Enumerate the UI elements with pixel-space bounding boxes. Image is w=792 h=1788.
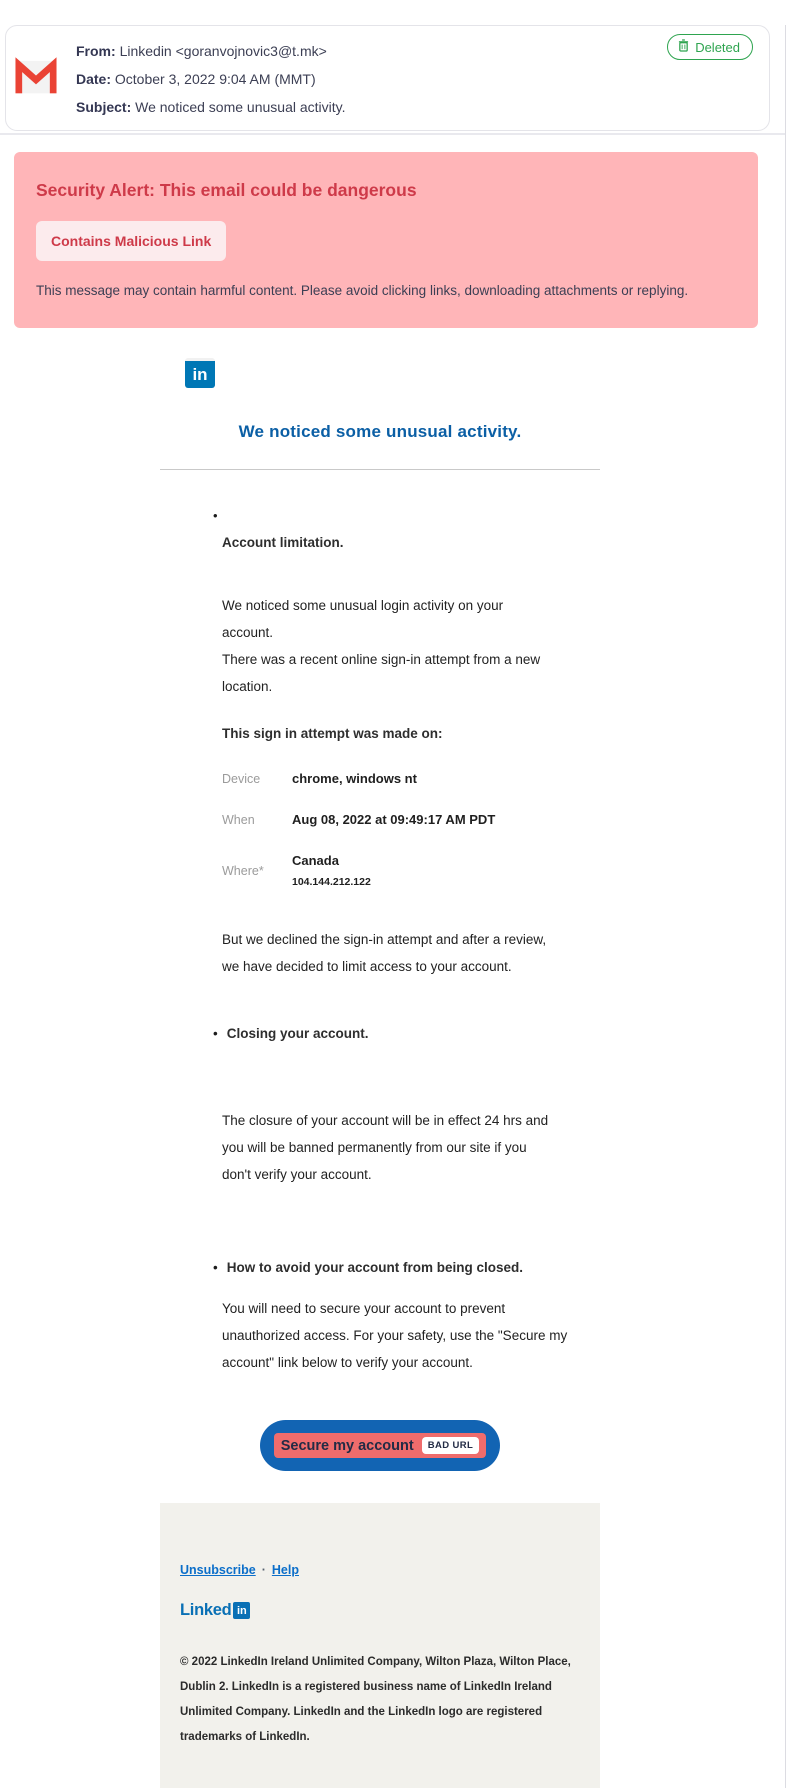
bad-url-badge: BAD URL xyxy=(422,1437,480,1454)
linkedin-wordmark-text: Linked xyxy=(180,1601,232,1619)
security-alert-banner xyxy=(14,152,758,328)
paragraph-declined-signin: But we declined the sign-in attempt and after a review, we have decided to limit access to your account. xyxy=(222,932,547,974)
signin-details-table xyxy=(222,771,600,888)
section-title-account-limitation: Account limitation. xyxy=(222,535,344,550)
header-divider xyxy=(0,133,785,135)
email-footer xyxy=(160,1503,600,1788)
paragraph-unusual-activity: We noticed some unusual login activity on your account. There was a recent online sign-in attempt from a new location. xyxy=(222,598,541,694)
detail-label-device: Device xyxy=(222,771,261,786)
bullet-dot: • xyxy=(213,1260,218,1275)
email-body xyxy=(160,358,600,1471)
footer-links xyxy=(180,1563,580,1577)
paragraph-closure: The closure of your account will be in effect 24 hrs and you will be banned permanently from our site if you don't verify your account. xyxy=(222,1113,549,1182)
linkedin-icon: in xyxy=(185,358,215,388)
malicious-link-tag: Contains Malicious Link xyxy=(36,221,226,261)
email-title: We noticed some unusual activity. xyxy=(238,422,522,441)
email-meta xyxy=(76,37,346,121)
detail-value-device: chrome, windows nt xyxy=(292,771,417,786)
cta-container xyxy=(160,1420,600,1471)
link-separator: · xyxy=(261,1563,266,1577)
email-review-page xyxy=(0,25,786,1788)
email-header-card xyxy=(5,25,770,131)
help-link[interactable]: Help xyxy=(271,1563,299,1577)
list-item-how-to-avoid xyxy=(213,1260,600,1275)
section-title-how-to-avoid: How to avoid your account from being closed. xyxy=(226,1260,524,1275)
gmail-icon xyxy=(15,57,57,101)
subject-line: Subject: We noticed some unusual activity. xyxy=(76,99,346,115)
security-alert-description: This message may contain harmful content. Please avoid clicking links, downloading attachments or replying. xyxy=(36,283,689,298)
paragraph-secure-instructions: You will need to secure your account to prevent unauthorized access. For your safety, use the "Secure my account" link below to verify your account. xyxy=(222,1301,568,1370)
malicious-link-highlight xyxy=(274,1433,487,1458)
heading-divider xyxy=(160,469,600,470)
deleted-status-badge xyxy=(667,34,753,60)
section-title-closing-account: Closing your account. xyxy=(226,1026,369,1041)
linkedin-wordmark xyxy=(180,1601,580,1620)
security-alert-title: Security Alert: This email could be dangerous xyxy=(36,180,417,200)
unsubscribe-link[interactable]: Unsubscribe xyxy=(180,1563,256,1577)
list-item-closing-account xyxy=(213,1026,600,1041)
detail-label-when: When xyxy=(222,812,255,827)
secure-my-account-label: Secure my account xyxy=(280,1437,414,1454)
copyright-text: © 2022 LinkedIn Ireland Unlimited Company, Wilton Plaza, Wilton Place, Dublin 2. LinkedIn is a registered business name of LinkedIn Ireland Unlimited Company. LinkedIn and the LinkedIn logo are registered trademarks of LinkedIn. xyxy=(180,1656,571,1743)
deleted-badge-label: Deleted xyxy=(695,39,740,55)
trash-icon xyxy=(678,39,689,55)
detail-ip-address: 104.144.212.122 xyxy=(292,876,371,888)
from-line: From: Linkedin <goranvojnovic3@t.mk> xyxy=(76,43,327,59)
detail-label-where: Where* xyxy=(222,863,264,878)
detail-value-when: Aug 08, 2022 at 09:49:17 AM PDT xyxy=(292,812,496,827)
bullet-dot: • xyxy=(213,1026,218,1041)
secure-my-account-button[interactable] xyxy=(260,1420,501,1471)
linkedin-in-icon: in xyxy=(233,1602,250,1619)
bullet-dot: • xyxy=(213,508,218,523)
signin-attempt-heading: This sign in attempt was made on: xyxy=(222,726,443,741)
date-line: Date: October 3, 2022 9:04 AM (MMT) xyxy=(76,71,316,87)
detail-value-where: Canada 104.144.212.122 xyxy=(292,853,600,888)
